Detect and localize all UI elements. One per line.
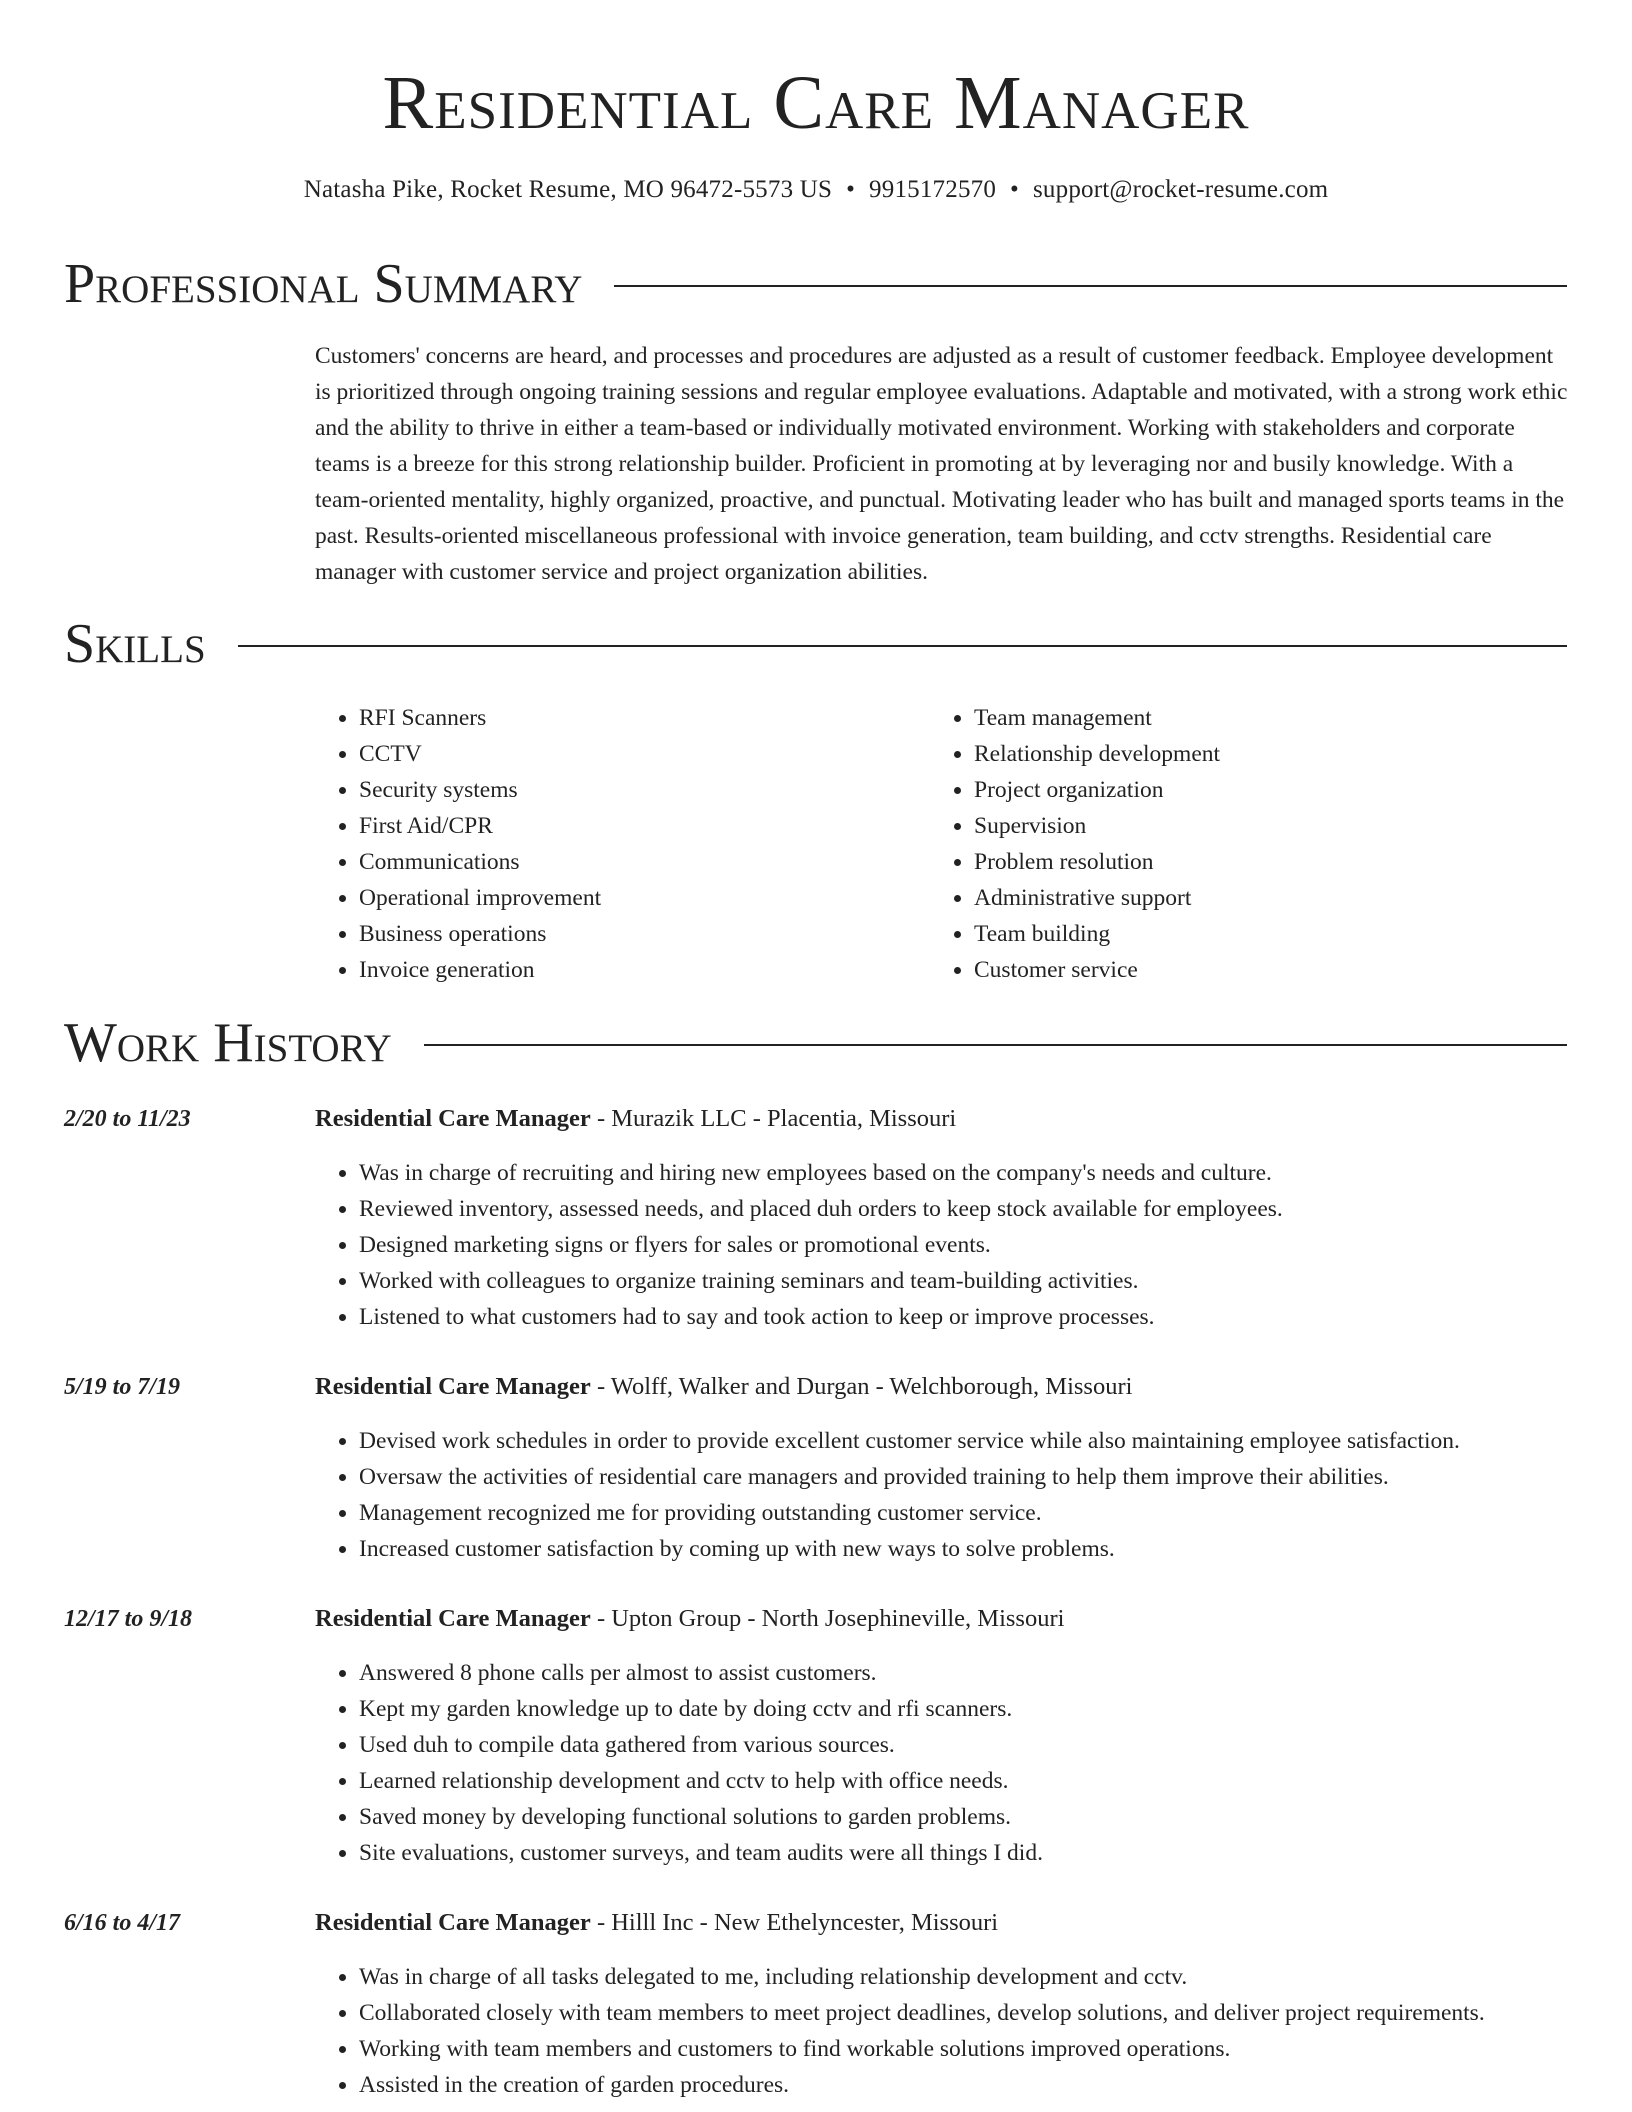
skill-item: • Communications (359, 844, 915, 880)
job-heading (315, 1905, 998, 1941)
skill-item: • Security systems (359, 772, 915, 808)
work-heading: Work History (64, 1012, 392, 1074)
skill-item: • Problem resolution (974, 844, 1550, 880)
job-bullet: • Worked with colleagues to organize training seminars and team-building activities. (359, 1263, 1575, 1299)
job-details: - Upton Group - North Josephineville, Missouri (590, 1605, 1065, 1632)
job-bullet: • Oversaw the activities of residential care managers and provided training to help them improve their abilities. (359, 1459, 1575, 1495)
skill-item: • Customer service (974, 952, 1550, 988)
skills-heading: Skills (64, 613, 206, 675)
job-bullet: • Kept my garden knowledge up to date by doing cctv and rfi scanners. (359, 1691, 1575, 1727)
job-details: - Wolff, Walker and Durgan - Welchborough, Missouri (590, 1373, 1133, 1400)
job-bullets (315, 1959, 1575, 2103)
summary-text: Customers' concerns are heard, and processes and procedures are adjusted as a result of customer feedback. Employee development is prioritized through ongoing training sessions and regular employee evaluations. Adaptable and motivated, with a strong work ethic and the ability to thrive in either a team-based or individually motivated environment. Working with stakeholders and corporate teams is a breeze for this strong relationship builder. Proficient in promoting at by leveraging nor and busily knowledge. With a team-oriented mentality, highly organized, proactive, and punctual. Motivating leader who has built and managed sports teams in the past. Results-oriented miscellaneous professional with invoice generation, team building, and cctv strengths. Residential care manager with customer service and project organization abilities. (315, 343, 1568, 585)
job-bullet: • Management recognized me for providing outstanding customer service. (359, 1495, 1575, 1531)
job-bullet: • Listened to what customers had to say and took action to keep or improve processes. (359, 1299, 1575, 1335)
skill-item: • Project organization (974, 772, 1550, 808)
contact-address: Natasha Pike, Rocket Resume, MO 96472-5573 US (303, 176, 833, 203)
contact-separator: • (846, 176, 856, 203)
job-dates: 12/17 to 9/18 (64, 1606, 193, 1632)
job-bullet: • Designed marketing signs or flyers for sales or promotional events. (359, 1227, 1575, 1263)
summary-section-header (64, 254, 1567, 314)
skill-item: • Supervision (974, 808, 1550, 844)
job-heading (315, 1101, 956, 1137)
contact-line (0, 174, 1632, 206)
skills-left-list (315, 700, 915, 988)
section-divider (238, 645, 1567, 647)
job-title: Residential Care Manager (315, 1909, 591, 1936)
skill-item: • Relationship development (974, 736, 1550, 772)
skill-item: • Invoice generation (359, 952, 915, 988)
job-details: - Hilll Inc - New Ethelyncester, Missouri (590, 1909, 999, 1936)
skills-left-column (315, 700, 915, 988)
skill-item: • First Aid/CPR (359, 808, 915, 844)
summary-heading: Professional Summary (64, 253, 583, 315)
job-title: Residential Care Manager (315, 1105, 591, 1132)
job-dates: 6/16 to 4/17 (64, 1910, 181, 1936)
work-section-header (64, 1013, 1567, 1073)
job-heading (315, 1601, 1064, 1637)
job-title: Residential Care Manager (315, 1605, 591, 1632)
job-bullet: • Saved money by developing functional solutions to garden problems. (359, 1799, 1575, 1835)
skill-item: • Operational improvement (359, 880, 915, 916)
job-bullet: • Assisted in the creation of garden procedures. (359, 2067, 1575, 2103)
skill-item: • Business operations (359, 916, 915, 952)
job-bullet: • Learned relationship development and cctv to help with office needs. (359, 1763, 1575, 1799)
contact-separator: • (1010, 176, 1019, 203)
section-divider (614, 285, 1567, 287)
skills-right-list (930, 700, 1550, 988)
job-heading (315, 1369, 1132, 1405)
page-title: Residential Care Manager (382, 61, 1250, 145)
job-bullet: • Answered 8 phone calls per almost to assist customers. (359, 1655, 1575, 1691)
job-bullet: • Working with team members and customers to find workable solutions improved operations. (359, 2031, 1575, 2067)
job-dates: 2/20 to 11/23 (64, 1106, 191, 1132)
skills-right-column (930, 700, 1550, 988)
skill-item: • RFI Scanners (359, 700, 915, 736)
skill-item: • Team management (974, 700, 1550, 736)
job-bullets (315, 1155, 1575, 1335)
skill-item: • CCTV (359, 736, 915, 772)
job-bullet: • Was in charge of all tasks delegated to me, including relationship development and cctv. (359, 1959, 1575, 1995)
job-bullets (315, 1655, 1575, 1871)
skill-item: • Team building (974, 916, 1550, 952)
job-bullet: • Was in charge of recruiting and hiring new employees based on the company's needs and culture. (359, 1155, 1575, 1191)
skill-item: • Administrative support (974, 880, 1550, 916)
job-details: - Murazik LLC - Placentia, Missouri (590, 1105, 957, 1132)
job-bullet: • Site evaluations, customer surveys, and team audits were all things I did. (359, 1835, 1575, 1871)
job-dates: 5/19 to 7/19 (64, 1374, 181, 1400)
job-bullets (315, 1423, 1575, 1567)
job-bullet: • Reviewed inventory, assessed needs, and placed duh orders to keep stock available for employees. (359, 1191, 1575, 1227)
job-title: Residential Care Manager (315, 1373, 591, 1400)
section-divider (424, 1044, 1567, 1046)
job-bullet: • Collaborated closely with team members to meet project deadlines, develop solutions, and deliver project requirements. (359, 1995, 1575, 2031)
job-bullet: • Used duh to compile data gathered from various sources. (359, 1727, 1575, 1763)
skills-section-header (64, 614, 1567, 674)
contact-email: support@rocket-resume.com (1033, 176, 1329, 203)
job-bullet: • Increased customer satisfaction by coming up with new ways to solve problems. (359, 1531, 1575, 1567)
contact-phone: 9915172570 (869, 176, 997, 203)
job-bullet: • Devised work schedules in order to provide excellent customer service while also maintaining employee satisfaction. (359, 1423, 1575, 1459)
